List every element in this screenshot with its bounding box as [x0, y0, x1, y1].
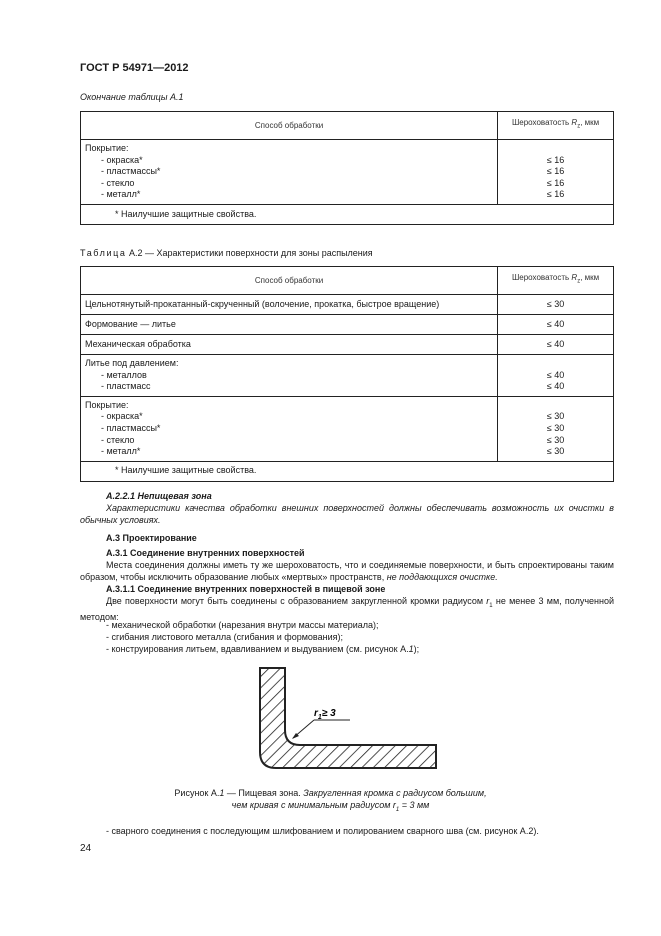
- table-row: [81, 140, 614, 205]
- table-row: Литье под давлением: - металлов - пластмасс ≤ 40 ≤ 40: [81, 355, 614, 397]
- document-header: ГОСТ Р 54971—2012: [80, 62, 189, 74]
- figure-caption-line2: чем кривая с минимальным радиусом $r_1 = 3$ мм: [231, 800, 430, 813]
- table2: [80, 266, 614, 482]
- table-row: Покрытие: - окраска* - пластмассы* - стекло - металл* ≤ 30 ≤ 30 ≤ 30 ≤ 30: [81, 396, 614, 461]
- table2-footnote-row: [81, 461, 614, 481]
- list-item: - конструирования литьем, вдавливанием и выдуванием (см. рисунок А.1);: [106, 644, 420, 654]
- table2-footnote: * Наилучшие защитные свойства.: [81, 461, 614, 481]
- table1-footnote: * Наилучшие защитные свойства.: [81, 204, 614, 224]
- section-a31-heading: А.3.1 Соединение внутренних поверхностей: [106, 548, 305, 558]
- figure-caption-line1: Рисунок А.1 — Пищевая зона. Закругленная кромка с радиусом большим,: [174, 788, 487, 798]
- table1-header-row: [81, 112, 614, 140]
- page-number: 24: [80, 843, 92, 854]
- list-item: - механической обработки (нарезания внутри массы материала);: [106, 620, 379, 630]
- list-item: - сгибания листового металла (сгибания и формования);: [106, 632, 343, 642]
- table-row: Формование — литье ≤ 40: [81, 315, 614, 335]
- table2-caption: Таблица А.2 — Характеристики поверхности для зоны распыления: [80, 248, 373, 258]
- list-item: - сварного соединения с последующим шлифованием и полированием сварного шва (см. рисунок А.2).: [106, 826, 539, 836]
- table2-col2-header: Шероховатость $R_z$, мкм: [498, 267, 614, 295]
- table1-col1-header: Способ обработки: [81, 112, 498, 140]
- table1: [80, 111, 614, 225]
- table-row: Цельнотянутый-прокатанный-скрученный (волочение, прокатка, быстрое вращение) ≤ 30: [81, 295, 614, 315]
- table2-header-row: [81, 267, 614, 295]
- table1-method-cell: Покрытие: - окраска* - пластмассы* - стекло - металл*: [81, 140, 498, 205]
- section-a221-heading: А.2.2.1 Непищевая зона: [106, 491, 212, 501]
- section-a311-paragraph: Две поверхности могут быть соединены с образованием закругленной кромки радиусом $r_1$ не менее 3 мм, полученной методом:: [80, 596, 614, 623]
- section-a3-heading: А.3 Проектирование: [106, 533, 197, 543]
- table-row: Механическая обработка ≤ 40: [81, 335, 614, 355]
- section-a311-heading: А.3.1.1 Соединение внутренних поверхностей в пищевой зоне: [106, 584, 386, 594]
- section-a31-paragraph: Места соединения должны иметь ту же шероховатость, что и соединяемые поверхности, и быть спроектированы таким образом, чтобы исключить образование любых «мертвых» пространств, не поддающихся очистке.: [80, 560, 614, 582]
- figure-rounded-edge-drawing: [250, 664, 450, 776]
- table1-value-cell: ≤ 16 ≤ 16 ≤ 16 ≤ 16: [498, 140, 614, 205]
- table2-col1-header: Способ обработки: [81, 267, 498, 295]
- figure-radius-label: $r_1\ge 3$: [314, 708, 336, 721]
- figure-profile-shape: [260, 668, 436, 768]
- section-a221-paragraph: Характеристики качества обработки внешних поверхностей должны обеспечивать возможность их очистки в обычных условиях.: [80, 503, 614, 525]
- table1-caption: Окончание таблицы А.1: [80, 92, 184, 102]
- table1-col2-header: Шероховатость $R_z$, мкм: [498, 112, 614, 140]
- table1-footnote-row: [81, 204, 614, 224]
